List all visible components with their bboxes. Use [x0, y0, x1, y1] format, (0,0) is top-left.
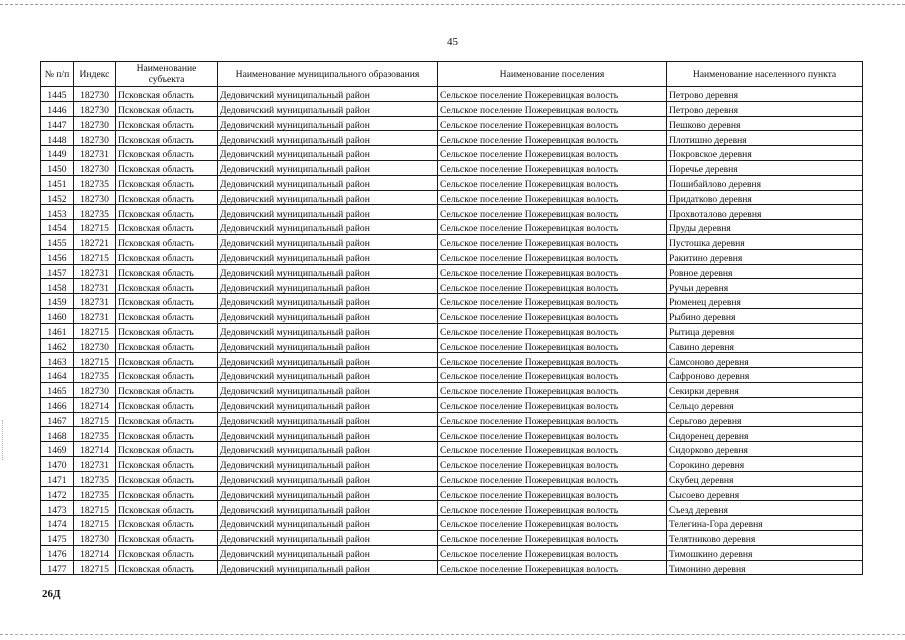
row-number-cell: 1471	[41, 471, 74, 486]
row-number-cell: 1477	[41, 560, 74, 575]
row-number-cell: 1454	[41, 220, 74, 235]
row-number-cell: 1475	[41, 530, 74, 545]
postal-index-cell: 182715	[74, 501, 116, 516]
locality-cell: Рюменец деревня	[667, 294, 863, 309]
row-number-cell: 1461	[41, 323, 74, 338]
row-number-cell: 1462	[41, 338, 74, 353]
municipality-cell: Дедовичский муниципальный район	[218, 412, 438, 427]
postal-index-cell: 182735	[74, 471, 116, 486]
postal-index-cell: 182730	[74, 87, 116, 102]
municipality-cell: Дедовичский муниципальный район	[218, 175, 438, 190]
postal-index-cell: 182735	[74, 368, 116, 383]
postal-index-cell: 182730	[74, 338, 116, 353]
row-number-cell: 1463	[41, 353, 74, 368]
locality-cell: Пустошка деревня	[667, 234, 863, 249]
municipality-cell: Дедовичский муниципальный район	[218, 279, 438, 294]
locality-cell: Сидорково деревня	[667, 442, 863, 457]
postal-index-cell: 182730	[74, 530, 116, 545]
postal-index-cell: 182730	[74, 160, 116, 175]
subject-cell: Псковская область	[116, 190, 218, 205]
subject-cell: Псковская область	[116, 353, 218, 368]
settlement-cell: Сельское поселение Пожеревицкая волость	[438, 205, 667, 220]
row-number-cell: 1453	[41, 205, 74, 220]
postal-index-cell: 182715	[74, 249, 116, 264]
locality-cell: Придатково деревня	[667, 190, 863, 205]
postal-index-cell: 182715	[74, 323, 116, 338]
table-row	[41, 456, 863, 471]
municipality-cell: Дедовичский муниципальный район	[218, 160, 438, 175]
locality-cell: Тимошкино деревня	[667, 545, 863, 560]
subject-cell: Псковская область	[116, 338, 218, 353]
row-number-cell: 1445	[41, 87, 74, 102]
postal-index-cell: 182730	[74, 116, 116, 131]
subject-cell: Псковская область	[116, 175, 218, 190]
municipality-cell: Дедовичский муниципальный район	[218, 442, 438, 457]
settlement-cell: Сельское поселение Пожеревицкая волость	[438, 382, 667, 397]
municipality-cell: Дедовичский муниципальный район	[218, 116, 438, 131]
scan-edge-top	[0, 4, 905, 5]
page-number: 45	[447, 36, 458, 48]
row-number-cell: 1469	[41, 442, 74, 457]
table-row	[41, 397, 863, 412]
locality-cell: Сафроново деревня	[667, 368, 863, 383]
row-number-cell: 1449	[41, 146, 74, 161]
settlement-cell: Сельское поселение Пожеревицкая волость	[438, 101, 667, 116]
table-row	[41, 323, 863, 338]
row-number-cell: 1464	[41, 368, 74, 383]
table-row	[41, 471, 863, 486]
locality-cell: Сельцо деревня	[667, 397, 863, 412]
municipality-cell: Дедовичский муниципальный район	[218, 146, 438, 161]
postal-index-cell: 182730	[74, 101, 116, 116]
municipality-cell: Дедовичский муниципальный район	[218, 530, 438, 545]
municipality-cell: Дедовичский муниципальный район	[218, 264, 438, 279]
settlement-cell: Сельское поселение Пожеревицкая волость	[438, 116, 667, 131]
row-number-cell: 1448	[41, 131, 74, 146]
table-row	[41, 442, 863, 457]
locality-cell: Прохвоталово деревня	[667, 205, 863, 220]
locality-cell: Ручьи деревня	[667, 279, 863, 294]
subject-cell: Псковская область	[116, 545, 218, 560]
settlement-cell: Сельское поселение Пожеревицкая волость	[438, 294, 667, 309]
footer-mark: 26Д	[42, 588, 61, 600]
subject-cell: Псковская область	[116, 146, 218, 161]
locality-cell: Секирки деревня	[667, 382, 863, 397]
locality-cell: Савино деревня	[667, 338, 863, 353]
locality-cell: Сысоево деревня	[667, 486, 863, 501]
municipality-cell: Дедовичский муниципальный район	[218, 486, 438, 501]
subject-cell: Псковская область	[116, 234, 218, 249]
postal-index-cell: 182731	[74, 456, 116, 471]
municipality-cell: Дедовичский муниципальный район	[218, 471, 438, 486]
locality-cell: Ровное деревня	[667, 264, 863, 279]
subject-cell: Псковская область	[116, 160, 218, 175]
settlements-table	[40, 61, 863, 575]
subject-cell: Псковская область	[116, 279, 218, 294]
settlement-cell: Сельское поселение Пожеревицкая волость	[438, 545, 667, 560]
locality-cell: Телегина-Гора деревня	[667, 516, 863, 531]
postal-index-cell: 182715	[74, 516, 116, 531]
table-row	[41, 175, 863, 190]
locality-cell: Рытица деревня	[667, 323, 863, 338]
municipality-cell: Дедовичский муниципальный район	[218, 382, 438, 397]
locality-cell: Плотишно деревня	[667, 131, 863, 146]
header-settlement-name: Наименование поселения	[438, 62, 667, 87]
scan-edge-bottom	[0, 634, 905, 635]
row-number-cell: 1474	[41, 516, 74, 531]
table-row	[41, 530, 863, 545]
table-row	[41, 131, 863, 146]
settlement-cell: Сельское поселение Пожеревицкая волость	[438, 87, 667, 102]
municipality-cell: Дедовичский муниципальный район	[218, 427, 438, 442]
table-row	[41, 338, 863, 353]
subject-cell: Псковская область	[116, 294, 218, 309]
row-number-cell: 1472	[41, 486, 74, 501]
subject-cell: Псковская область	[116, 264, 218, 279]
table-row	[41, 101, 863, 116]
settlement-cell: Сельское поселение Пожеревицкая волость	[438, 442, 667, 457]
settlement-cell: Сельское поселение Пожеревицкая волость	[438, 427, 667, 442]
row-number-cell: 1460	[41, 308, 74, 323]
postal-index-cell: 182730	[74, 382, 116, 397]
settlement-cell: Сельское поселение Пожеревицкая волость	[438, 146, 667, 161]
postal-index-cell: 182731	[74, 264, 116, 279]
municipality-cell: Дедовичский муниципальный район	[218, 353, 438, 368]
table-row	[41, 545, 863, 560]
subject-cell: Псковская область	[116, 368, 218, 383]
settlement-cell: Сельское поселение Пожеревицкая волость	[438, 175, 667, 190]
table-row	[41, 501, 863, 516]
settlement-cell: Сельское поселение Пожеревицкая волость	[438, 338, 667, 353]
table-row	[41, 234, 863, 249]
subject-cell: Псковская область	[116, 471, 218, 486]
table-row	[41, 560, 863, 575]
settlement-cell: Сельское поселение Пожеревицкая волость	[438, 249, 667, 264]
locality-cell: Скубец деревня	[667, 471, 863, 486]
row-number-cell: 1466	[41, 397, 74, 412]
locality-cell: Тимонино деревня	[667, 560, 863, 575]
subject-cell: Псковская область	[116, 501, 218, 516]
postal-index-cell: 182715	[74, 412, 116, 427]
municipality-cell: Дедовичский муниципальный район	[218, 456, 438, 471]
postal-index-cell: 182714	[74, 442, 116, 457]
row-number-cell: 1456	[41, 249, 74, 264]
municipality-cell: Дедовичский муниципальный район	[218, 338, 438, 353]
subject-cell: Псковская область	[116, 101, 218, 116]
subject-cell: Псковская область	[116, 560, 218, 575]
locality-cell: Покровское деревня	[667, 146, 863, 161]
postal-index-cell: 182735	[74, 205, 116, 220]
table-row	[41, 116, 863, 131]
postal-index-cell: 182715	[74, 560, 116, 575]
municipality-cell: Дедовичский муниципальный район	[218, 368, 438, 383]
locality-cell: Поречье деревня	[667, 160, 863, 175]
municipality-cell: Дедовичский муниципальный район	[218, 501, 438, 516]
row-number-cell: 1476	[41, 545, 74, 560]
subject-cell: Псковская область	[116, 442, 218, 457]
municipality-cell: Дедовичский муниципальный район	[218, 560, 438, 575]
subject-cell: Псковская область	[116, 382, 218, 397]
municipality-cell: Дедовичский муниципальный район	[218, 323, 438, 338]
postal-index-cell: 182721	[74, 234, 116, 249]
postal-index-cell: 182735	[74, 427, 116, 442]
settlement-cell: Сельское поселение Пожеревицкая волость	[438, 323, 667, 338]
locality-cell: Съезд деревня	[667, 501, 863, 516]
postal-index-cell: 182715	[74, 220, 116, 235]
locality-cell: Самсоново деревня	[667, 353, 863, 368]
settlement-cell: Сельское поселение Пожеревицкая волость	[438, 368, 667, 383]
header-row	[41, 62, 863, 87]
row-number-cell: 1458	[41, 279, 74, 294]
settlement-cell: Сельское поселение Пожеревицкая волость	[438, 397, 667, 412]
locality-cell: Петрово деревня	[667, 101, 863, 116]
locality-cell: Сорокино деревня	[667, 456, 863, 471]
table-row	[41, 220, 863, 235]
table-row	[41, 205, 863, 220]
subject-cell: Псковская область	[116, 87, 218, 102]
table-row	[41, 264, 863, 279]
subject-cell: Псковская область	[116, 249, 218, 264]
subject-cell: Псковская область	[116, 516, 218, 531]
postal-index-cell: 182730	[74, 131, 116, 146]
row-number-cell: 1450	[41, 160, 74, 175]
subject-cell: Псковская область	[116, 456, 218, 471]
postal-index-cell: 182714	[74, 397, 116, 412]
municipality-cell: Дедовичский муниципальный район	[218, 294, 438, 309]
settlement-cell: Сельское поселение Пожеревицкая волость	[438, 160, 667, 175]
table-body	[41, 87, 863, 575]
table-row	[41, 279, 863, 294]
row-number-cell: 1446	[41, 101, 74, 116]
settlement-cell: Сельское поселение Пожеревицкая волость	[438, 234, 667, 249]
table-row	[41, 160, 863, 175]
locality-cell: Сидоренец деревня	[667, 427, 863, 442]
subject-cell: Псковская область	[116, 116, 218, 131]
municipality-cell: Дедовичский муниципальный район	[218, 220, 438, 235]
locality-cell: Петрово деревня	[667, 87, 863, 102]
settlement-cell: Сельское поселение Пожеревицкая волость	[438, 486, 667, 501]
municipality-cell: Дедовичский муниципальный район	[218, 101, 438, 116]
postal-index-cell: 182735	[74, 486, 116, 501]
subject-cell: Псковская область	[116, 308, 218, 323]
table-row	[41, 308, 863, 323]
municipality-cell: Дедовичский муниципальный район	[218, 131, 438, 146]
settlement-cell: Сельское поселение Пожеревицкая волость	[438, 308, 667, 323]
table-row	[41, 190, 863, 205]
subject-cell: Псковская область	[116, 412, 218, 427]
settlement-cell: Сельское поселение Пожеревицкая волость	[438, 530, 667, 545]
header-postal-index: Индекс	[74, 62, 116, 87]
postal-index-cell: 182730	[74, 190, 116, 205]
table-header	[41, 62, 863, 87]
subject-cell: Псковская область	[116, 427, 218, 442]
settlement-cell: Сельское поселение Пожеревицкая волость	[438, 353, 667, 368]
header-row-number: № п/п	[41, 62, 74, 87]
settlement-cell: Сельское поселение Пожеревицкая волость	[438, 501, 667, 516]
subject-cell: Псковская область	[116, 397, 218, 412]
row-number-cell: 1452	[41, 190, 74, 205]
settlement-cell: Сельское поселение Пожеревицкая волость	[438, 456, 667, 471]
settlement-cell: Сельское поселение Пожеревицкая волость	[438, 279, 667, 294]
table-row	[41, 382, 863, 397]
scan-edge-left	[2, 420, 3, 460]
settlement-cell: Сельское поселение Пожеревицкая волость	[438, 516, 667, 531]
row-number-cell: 1465	[41, 382, 74, 397]
table-row	[41, 87, 863, 102]
locality-cell: Пешково деревня	[667, 116, 863, 131]
postal-index-cell: 182731	[74, 279, 116, 294]
settlement-cell: Сельское поселение Пожеревицкая волость	[438, 560, 667, 575]
settlement-cell: Сельское поселение Пожеревицкая волость	[438, 220, 667, 235]
subject-cell: Псковская область	[116, 323, 218, 338]
postal-index-cell: 182715	[74, 353, 116, 368]
row-number-cell: 1467	[41, 412, 74, 427]
locality-cell: Серьгово деревня	[667, 412, 863, 427]
header-locality-name: Наименование населенного пункта	[667, 62, 863, 87]
subject-cell: Псковская область	[116, 530, 218, 545]
postal-index-cell: 182731	[74, 146, 116, 161]
locality-cell: Рыбино деревня	[667, 308, 863, 323]
locality-cell: Пошибайлово деревня	[667, 175, 863, 190]
municipality-cell: Дедовичский муниципальный район	[218, 397, 438, 412]
table-row	[41, 427, 863, 442]
locality-cell: Ракитино деревня	[667, 249, 863, 264]
settlement-cell: Сельское поселение Пожеревицкая волость	[438, 471, 667, 486]
subject-cell: Псковская область	[116, 220, 218, 235]
postal-index-cell: 182735	[74, 175, 116, 190]
municipality-cell: Дедовичский муниципальный район	[218, 308, 438, 323]
municipality-cell: Дедовичский муниципальный район	[218, 234, 438, 249]
municipality-cell: Дедовичский муниципальный район	[218, 87, 438, 102]
subject-cell: Псковская область	[116, 486, 218, 501]
settlement-cell: Сельское поселение Пожеревицкая волость	[438, 131, 667, 146]
postal-index-cell: 182714	[74, 545, 116, 560]
settlement-cell: Сельское поселение Пожеревицкая волость	[438, 190, 667, 205]
row-number-cell: 1451	[41, 175, 74, 190]
table-row	[41, 516, 863, 531]
municipality-cell: Дедовичский муниципальный район	[218, 249, 438, 264]
municipality-cell: Дедовичский муниципальный район	[218, 190, 438, 205]
table-row	[41, 412, 863, 427]
settlement-cell: Сельское поселение Пожеревицкая волость	[438, 264, 667, 279]
table-row	[41, 249, 863, 264]
row-number-cell: 1468	[41, 427, 74, 442]
subject-cell: Псковская область	[116, 131, 218, 146]
locality-cell: Телятниково деревня	[667, 530, 863, 545]
table-row	[41, 294, 863, 309]
table-row	[41, 146, 863, 161]
header-subject-name: Наименование субъекта	[116, 62, 218, 87]
municipality-cell: Дедовичский муниципальный район	[218, 205, 438, 220]
row-number-cell: 1459	[41, 294, 74, 309]
table-row	[41, 486, 863, 501]
postal-index-cell: 182731	[74, 294, 116, 309]
municipality-cell: Дедовичский муниципальный район	[218, 545, 438, 560]
municipality-cell: Дедовичский муниципальный район	[218, 516, 438, 531]
row-number-cell: 1457	[41, 264, 74, 279]
row-number-cell: 1470	[41, 456, 74, 471]
row-number-cell: 1473	[41, 501, 74, 516]
table-row	[41, 353, 863, 368]
row-number-cell: 1447	[41, 116, 74, 131]
table-row	[41, 368, 863, 383]
settlement-cell: Сельское поселение Пожеревицкая волость	[438, 412, 667, 427]
postal-index-cell: 182731	[74, 308, 116, 323]
subject-cell: Псковская область	[116, 205, 218, 220]
locality-cell: Пруды деревня	[667, 220, 863, 235]
header-municipality-name: Наименование муниципального образования	[218, 62, 438, 87]
row-number-cell: 1455	[41, 234, 74, 249]
